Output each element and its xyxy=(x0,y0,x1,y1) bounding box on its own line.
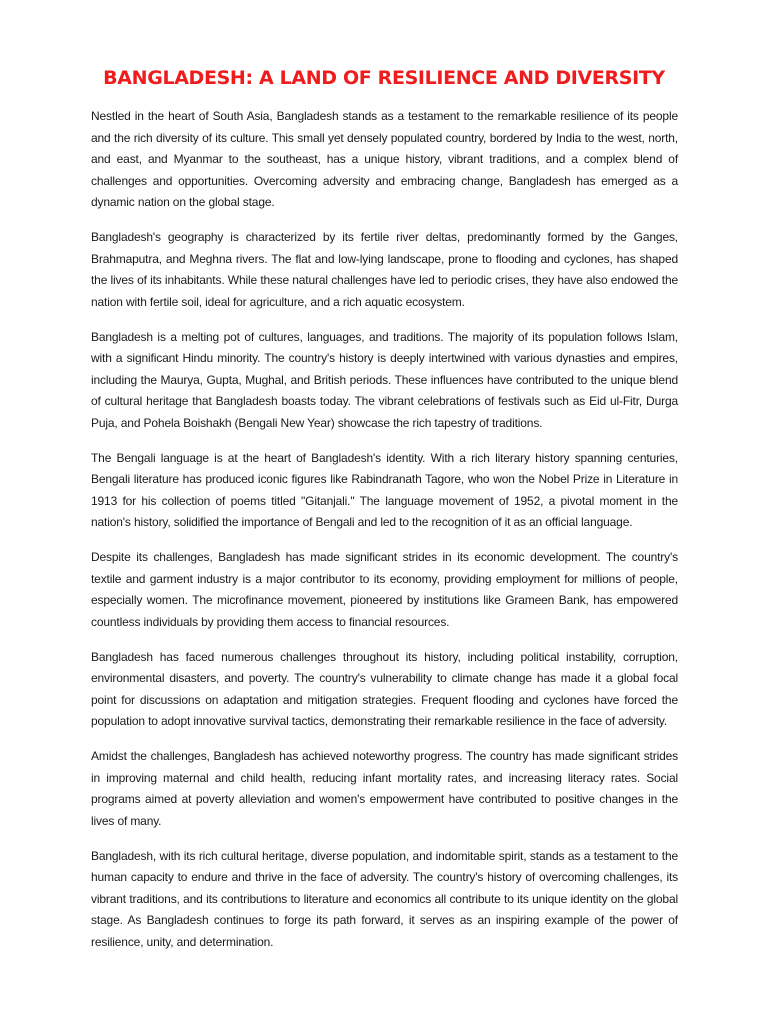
document-body xyxy=(91,106,678,967)
paragraph-challenges: Bangladesh has faced numerous challenges throughout its history, including political instability, corruption, environmental disasters, and poverty. The country's vulnerability to climate change has made it a global focal point for discussions on adaptation and mitigation strategies. Frequent flooding and cyclones have forced the population to adopt innovative survival tactics, demonstrating their remarkable resilience in the face of adversity. xyxy=(91,649,678,728)
paragraph-geography: Bangladesh's geography is characterized by its fertile river deltas, predominantly formed by the Ganges, Brahmaputra, and Meghna rivers. The flat and low-lying landscape, prone to flooding and cyclones, has shaped the lives of its inhabitants. While these natural challenges have led to periodic crises, they have also endowed the nation with fertile soil, ideal for agriculture, and a rich aquatic ecosystem. xyxy=(91,230,678,309)
paragraph-language: The Bengali language is at the heart of Bangladesh's identity. With a rich literary history spanning centuries, Bengali literature has produced iconic figures like Rabindranath Tagore, who won the Nobel Prize in Literature in 1913 for his collection of poems titled "Gitanjali." The language movement of 1952, a pivotal moment in the nation's history, solidified the importance of Bengali and led to the recognition of it as an official language. xyxy=(91,450,678,529)
paragraph-culture: Bangladesh is a melting pot of cultures, languages, and traditions. The majority of its population follows Islam, with a significant Hindu minority. The country's history is deeply intertwined with various dynasties and empires, including the Maurya, Gupta, Mughal, and British periods. These influences have contributed to the unique blend of cultural heritage that Bangladesh boasts today. The vibrant celebrations of festivals such as Eid ul-Fitr, Durga Puja, and Pohela Boishakh (Bengali New Year) showcase the rich tapestry of traditions. xyxy=(91,329,678,430)
paragraph-conclusion: Bangladesh, with its rich cultural heritage, diverse population, and indomitable spirit, stands as a testament to the human capacity to endure and thrive in the face of adversity. The country's history of overcoming challenges, its vibrant traditions, and its contributions to literature and economics all contribute to its unique identity on the global stage. As Bangladesh continues to forge its path forward, it serves as an inspiring example of the power of resilience, unity, and determination. xyxy=(91,848,678,949)
page-title: BANGLADESH: A LAND OF RESILIENCE AND DIVERSITY xyxy=(103,67,665,89)
paragraph-introduction: Nestled in the heart of South Asia, Bangladesh stands as a testament to the remarkable resilience of its people and the rich diversity of its culture. This small yet densely populated country, bordered by India to the west, north, and east, and Myanmar to the southeast, has a unique history, vibrant traditions, and a complex blend of challenges and opportunities. Overcoming adversity and embracing change, Bangladesh has emerged as a dynamic nation on the global stage. xyxy=(91,109,678,209)
paragraph-progress: Amidst the challenges, Bangladesh has achieved noteworthy progress. The country has made significant strides in improving maternal and child health, reducing infant mortality rates, and increasing literacy rates. Social programs aimed at poverty alleviation and women's empowerment have contributed to positive changes in the lives of many. xyxy=(91,749,678,828)
paragraph-economy: Despite its challenges, Bangladesh has made significant strides in its economic development. The country's textile and garment industry is a major contributor to its economy, providing employment for millions of people, especially women. The microfinance movement, pioneered by institutions like Grameen Bank, has empowered countless individuals by providing them access to financial resources. xyxy=(91,550,678,629)
